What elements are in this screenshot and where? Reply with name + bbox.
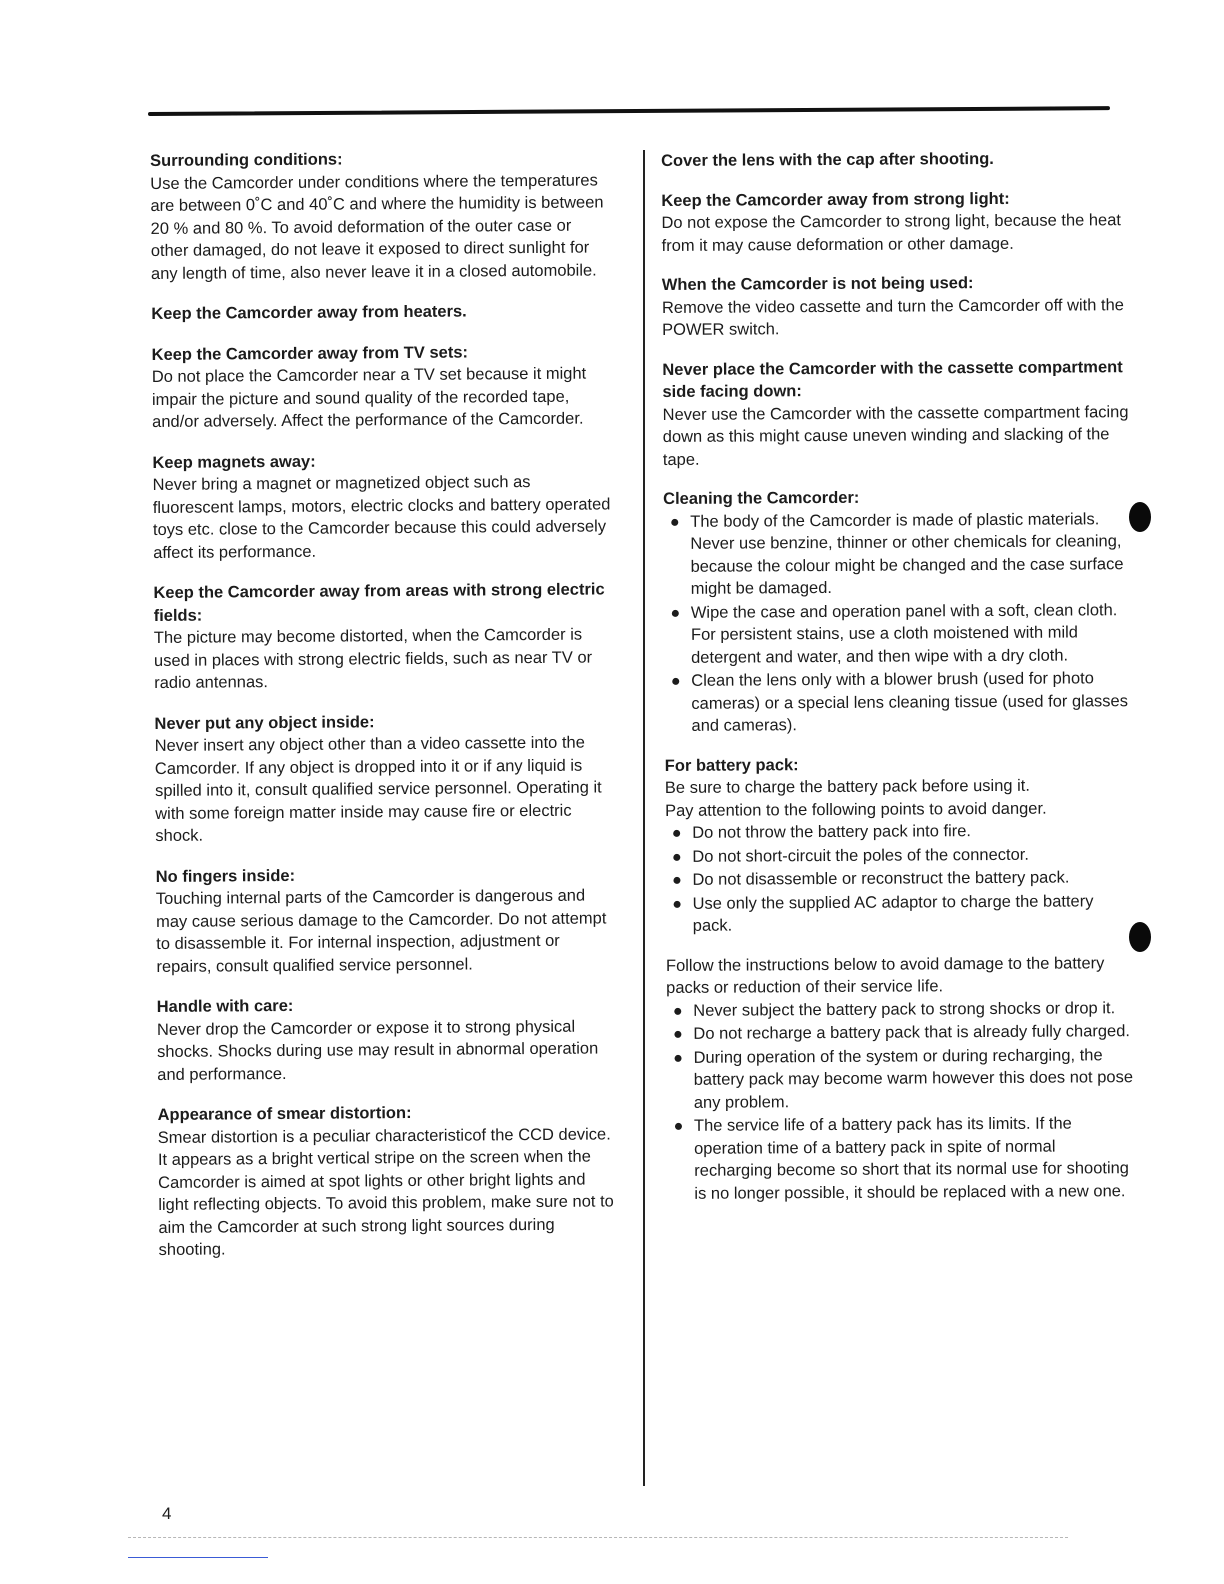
section-heading: Handle with care:	[156, 996, 294, 1016]
section-heading: Appearance of smear distortion:	[157, 1103, 412, 1124]
section-paragraph: Do not place the Camcorder near a TV set because it might impair the picture and sound quality of the recorded tape, and/or adversely. Affect the performance of the Camcorder.	[151, 364, 587, 431]
bullet-item: Wipe the case and operation panel with a soft, clean cloth. For persistent stains, use a cloth moistened with mild detergent and water, and then wipe with a dry cloth.	[664, 599, 1134, 669]
punch-hole	[1129, 922, 1151, 952]
bullet-item: The service life of a battery pack has its limits. If the operation time of a battery pack in spite of normal recharging become so short that its normal use for shooting is no longer possible, it should be replaced with a new one.	[667, 1112, 1138, 1205]
bullet-item: Do not recharge a battery pack that is already fully charged.	[666, 1020, 1136, 1045]
section-paragraph: Smear distortion is a peculiar characteristicof the CCD device. It appears as a bright vertical stripe on the screen when the Camcorder is aimed at spot lights or other bright lights and light reflecting objects. To avoid this problem, make sure not to aim the Camcorder at such strong light sources during shooting.	[157, 1124, 614, 1259]
section-cover-lens	[661, 147, 1131, 172]
section-handle-with-care	[157, 992, 618, 1086]
section-no-object-inside	[154, 709, 615, 848]
section-heading: Never put any object inside:	[154, 712, 375, 733]
section-paragraph: Pay attention to the following points to avoid danger.	[664, 799, 1047, 820]
bullet-item: Clean the lens only with a blower brush (used for photo cameras) or a special lens cleaning tissue (used for glasses and cameras).	[664, 667, 1134, 737]
bullet-list	[665, 819, 1136, 937]
section-paragraph: Do not expose the Camcorder to strong light, because the heat from it may cause deformation or other damage.	[661, 211, 1122, 255]
bullet-item: During operation of the system or during recharging, the battery pack may become warm however this does not pose any problem.	[666, 1044, 1136, 1114]
section-heading: Keep the Camcorder away from strong light:	[661, 189, 1010, 210]
section-smear-distortion	[157, 1100, 618, 1261]
section-heading: Keep the Camcorder away from heaters.	[151, 302, 467, 323]
section-heading: Keep the Camcorder away from TV sets:	[151, 343, 469, 364]
section-paragraph: Be sure to charge the battery pack before using it.	[664, 776, 1030, 797]
section-magnets-away	[152, 448, 613, 564]
scan-artifact-line	[128, 1537, 1068, 1540]
section-heading: When the Camcorder is not being used:	[661, 274, 974, 294]
section-heading: Keep magnets away:	[152, 452, 316, 472]
section-heading: Cover the lens with the cap after shooting.	[661, 149, 994, 170]
section-heading: Keep the Camcorder away from areas with strong electric fields:	[153, 580, 605, 625]
bullet-list	[666, 997, 1137, 1205]
section-paragraph: Never bring a magnet or magnetized object such as fluorescent lamps, motors, electric clocks and battery operated toys etc. close to the Camcorder because this could adversely affect its performance.	[152, 473, 611, 562]
section-no-fingers-inside	[156, 862, 617, 978]
section-surrounding-conditions	[150, 146, 611, 285]
section-heading: No fingers inside:	[155, 866, 296, 886]
section-paragraph: Touching internal parts of the Camcorder is dangerous and may cause serious damage to the Camcorder. Do not attempt to disassemble it. For internal inspection, adjustment or repairs, consult qualified service personnel.	[155, 886, 607, 976]
section-not-being-used	[662, 271, 1132, 341]
section-paragraph: Never drop the Camcorder or expose it to strong physical shocks. Shocks during use may result in abnormal operation and performance.	[156, 1017, 599, 1084]
section-away-from-heaters	[151, 299, 611, 325]
section-paragraph: Use the Camcorder under conditions where the temperatures are between 0˚C and 40˚C and where the humidity is between 20 % and 80 %. To avoid deformation of the outer case or other damaged, do not leave it exposed to direct sunlight for any length of time, also never leave it in a closed automobile.	[150, 170, 604, 283]
section-cleaning	[663, 485, 1135, 737]
section-paragraph: Remove the video cassette and turn the Camcorder off with the POWER switch.	[661, 295, 1124, 339]
bullet-list	[663, 508, 1134, 738]
bullet-item: Do not throw the battery pack into fire.	[665, 819, 1135, 844]
top-rule	[148, 106, 1110, 116]
left-column	[150, 146, 619, 1279]
bullet-item: Do not disassemble or reconstruct the battery pack.	[665, 866, 1135, 891]
punch-hole	[1129, 502, 1151, 532]
bullet-item: Do not short-circuit the poles of the connector.	[665, 843, 1135, 868]
bullet-item: The body of the Camcorder is made of plastic materials. Never use benzine, thinner or other chemicals for cleaning, because the colour might be changed and the case surface might be damaged.	[663, 508, 1134, 601]
section-heading: Never place the Camcorder with the cassette compartment side facing down:	[662, 357, 1123, 401]
section-electric-fields	[153, 578, 614, 694]
section-paragraph: Follow the instructions below to avoid damage to the battery packs or reduction of their service life.	[665, 953, 1105, 997]
section-battery-service-life	[666, 952, 1138, 1205]
section-heading: For battery pack:	[664, 755, 799, 775]
section-strong-light	[661, 187, 1131, 257]
section-battery-pack	[665, 752, 1136, 938]
section-paragraph: The picture may become distorted, when the Camcorder is used in places with strong electric fields, such as near TV or radio antennas.	[153, 625, 593, 692]
right-column	[661, 147, 1138, 1222]
section-heading: Surrounding conditions:	[150, 150, 343, 170]
scan-artifact-underline	[128, 1557, 268, 1558]
section-heading: Cleaning the Camcorder:	[663, 488, 860, 508]
section-paragraph: Never insert any object other than a video cassette into the Camcorder. If any object is dropped into it or if any liquid is spilled into it, consult qualified service personnel. Operating it with some foreign matter inside may cause fire or electric shock.	[154, 733, 602, 845]
section-cassette-side-down	[662, 356, 1133, 471]
bullet-item: Never subject the battery pack to strong shocks or drop it.	[666, 997, 1136, 1022]
page-number: 4	[162, 1504, 172, 1523]
section-away-from-tv-sets	[152, 340, 613, 434]
bullet-item: Use only the supplied AC adaptor to charge the battery pack.	[666, 890, 1136, 938]
column-divider	[643, 150, 645, 1486]
section-paragraph: Never use the Camcorder with the cassette compartment facing down as this might cause uneven winding and slacking of the tape.	[662, 402, 1129, 469]
